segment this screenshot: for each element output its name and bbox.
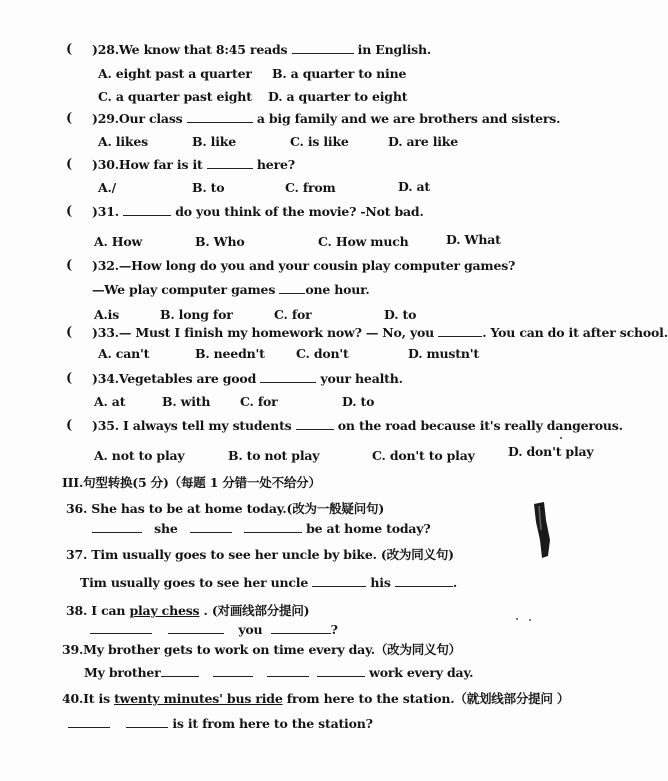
q28-option-b: B. a quarter to nine (272, 66, 407, 81)
q38-answer-line (90, 622, 338, 637)
q32-option-b: B. long for (160, 307, 233, 322)
q34-option-c: C. for (240, 394, 278, 409)
q34-blank (260, 381, 316, 383)
q37-blank-1 (312, 585, 366, 587)
ink-smudge-mark (528, 500, 558, 560)
q38-prompt (66, 601, 309, 619)
q33-blank (438, 335, 482, 337)
answer-paren-34: ( (66, 371, 73, 386)
q38-prompt-underlined: play chess (129, 603, 200, 618)
q33-option-b: B. needn't (195, 346, 265, 361)
q40-prompt (62, 689, 569, 707)
q28-option-c: C. a quarter past eight (98, 89, 252, 104)
q37-answer-mid: his (370, 575, 391, 590)
q28-option-d: D. a quarter to eight (268, 89, 408, 104)
q35-blank (296, 428, 334, 430)
q29-blank (187, 121, 253, 123)
q30-blank (207, 167, 253, 169)
question-28-stem (92, 42, 431, 57)
q39-prompt: 39.My brother gets to work on time every day.（改为同义句） (62, 642, 461, 657)
q30-option-d: D. at (398, 179, 430, 194)
q36-blank-1 (92, 531, 142, 533)
speck-dot (560, 437, 562, 439)
q31-option-a: A. How (94, 234, 143, 249)
q34-option-d: D. to (342, 394, 375, 409)
q38-word-you: you (238, 622, 263, 637)
speck-dot (516, 618, 518, 620)
q39-blank-1 (161, 675, 199, 677)
question-30-stem (92, 157, 295, 172)
q37-answer-line (80, 575, 457, 590)
answer-paren-30: ( (66, 157, 73, 172)
q32-line2-pre: —We play computer games (92, 282, 276, 297)
q32-option-d: D. to (384, 307, 417, 322)
q37-prompt: 37. Tim usually goes to see her uncle by bike. (改为同义句) (66, 547, 454, 562)
q30-text-pre: )30.How far is it (92, 157, 203, 172)
answer-paren-32: ( (66, 258, 73, 273)
answer-paren-35: ( (66, 418, 73, 433)
question-29-stem (92, 111, 560, 126)
question-31-stem (92, 204, 424, 219)
q31-text-post: do you think of the movie? -Not bad. (175, 204, 424, 219)
answer-paren-33: ( (66, 325, 73, 340)
q40-prompt-pre: 40.It is (62, 691, 115, 706)
answer-paren-28: ( (66, 42, 73, 57)
q32-option-a: A.is (94, 307, 120, 322)
q29-text-post: a big family and we are brothers and sisters. (256, 111, 561, 126)
q37-answer-end: . (452, 575, 458, 590)
q31-blank (123, 214, 171, 216)
q33-option-d: D. mustn't (408, 346, 479, 361)
q35-option-b: B. to not play (228, 448, 320, 463)
q35-option-c: C. don't to play (372, 448, 475, 463)
q29-option-c: C. is like (290, 134, 349, 149)
q33-option-a: A. can't (98, 346, 150, 361)
q35-option-d: D. don't play (508, 444, 594, 459)
q36-word-1: she (154, 521, 178, 536)
q31-text-pre: )31. (92, 204, 119, 219)
q29-text-pre: )29.Our class (92, 111, 183, 126)
q30-option-a: A./ (98, 180, 117, 195)
q29-option-a: A. likes (98, 134, 148, 149)
q34-option-b: B. with (162, 394, 211, 409)
q34-text-post: your health. (320, 371, 403, 386)
answer-paren-29: ( (66, 111, 73, 126)
q36-word-2: be at home today? (306, 521, 431, 536)
q37-blank-2 (395, 585, 453, 587)
q28-text-post: in English. (357, 42, 431, 57)
q38-blank-3 (271, 632, 331, 634)
q40-prompt-underlined: twenty minutes' bus ride (114, 691, 283, 706)
speck-dot (529, 619, 531, 621)
q36-answer-line (92, 521, 430, 536)
q31-option-c: C. How much (318, 234, 409, 249)
q31-option-b: B. Who (195, 234, 245, 249)
q39-blank-4 (317, 675, 365, 677)
q35-text-pre: )35. I always tell my students (92, 418, 292, 433)
q39-answer-post: work every day. (369, 665, 474, 680)
q39-answer-pre: My brother (84, 665, 161, 680)
q38-blank-1 (90, 632, 152, 634)
q32-line2-post: one hour. (305, 282, 370, 297)
q40-answer-line (68, 716, 373, 731)
q40-blank-1 (68, 726, 110, 728)
question-35-stem (92, 418, 623, 433)
q36-blank-2 (190, 531, 232, 533)
q40-prompt-post: from here to the station.（就划线部分提问 ） (282, 691, 570, 706)
q32-line2 (92, 282, 370, 297)
q31-option-d: D. What (446, 232, 501, 247)
q35-option-a: A. not to play (94, 448, 185, 463)
q32-blank (279, 292, 305, 294)
q39-blank-3 (267, 675, 309, 677)
question-33-stem (92, 325, 668, 340)
q29-option-b: B. like (192, 134, 236, 149)
q32-option-c: C. for (274, 307, 312, 322)
q28-option-a: A. eight past a quarter (98, 66, 252, 81)
q38-prompt-post: . (对画线部分提问) (199, 603, 310, 618)
q38-blank-2 (168, 632, 224, 634)
q36-blank-3 (244, 531, 302, 533)
q33-text-post: . You can do it after school. (482, 325, 668, 340)
q28-blank (292, 52, 354, 54)
q30-option-b: B. to (192, 180, 225, 195)
q28-text-pre: )28.We know that 8:45 reads (92, 42, 288, 57)
q40-answer-post: is it from here to the station? (172, 716, 373, 731)
question-34-stem (92, 371, 403, 386)
q38-qmark: ? (330, 622, 338, 637)
q33-option-c: C. don't (296, 346, 349, 361)
q29-option-d: D. are like (388, 134, 458, 149)
q39-blank-2 (213, 675, 253, 677)
q30-text-post: here? (256, 157, 295, 172)
q35-text-post: on the road because it's really dangerous. (337, 418, 623, 433)
section-3-title: III.句型转换(5 分)（每题 1 分错一处不给分） (62, 475, 321, 490)
q30-option-c: C. from (285, 180, 336, 195)
q36-prompt: 36. She has to be at home today.(改为一般疑问句) (66, 501, 385, 516)
q34-option-a: A. at (94, 394, 126, 409)
answer-paren-31: ( (66, 204, 73, 219)
q40-blank-2 (126, 726, 168, 728)
q38-prompt-pre: 38. I can (66, 603, 130, 618)
q34-text-pre: )34.Vegetables are good (92, 371, 257, 386)
q32-line1: )32.—How long do you and your cousin play computer games? (92, 258, 516, 273)
q39-answer-line (84, 665, 473, 680)
q33-text-pre: )33.— Must I finish my homework now? — No, you (92, 325, 435, 340)
q37-answer-pre: Tim usually goes to see her uncle (80, 575, 309, 590)
